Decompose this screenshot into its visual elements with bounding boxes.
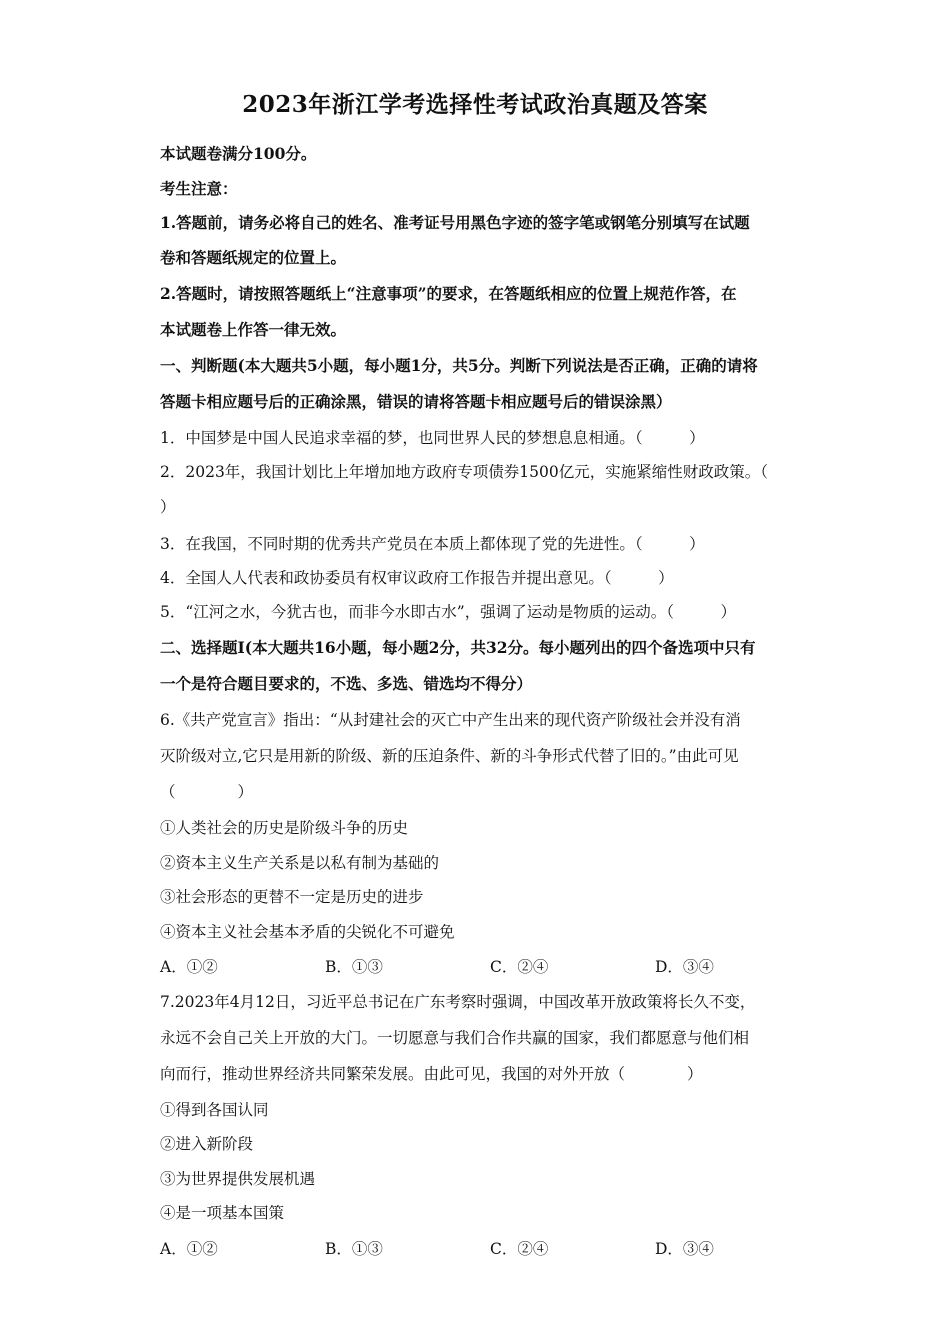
question-7-choice-d: D．③④ — [655, 1240, 714, 1258]
question-7-statement-4: ④是一项基本国策 — [160, 1204, 285, 1222]
question-6-statement-3: ③社会形态的更替不一定是历史的进步 — [160, 888, 424, 906]
question-7-choice-a: A．①② — [160, 1240, 218, 1258]
question-7-choice-b: B．①③ — [325, 1240, 383, 1258]
question-7-choice-c: C．②④ — [490, 1240, 549, 1258]
question-2-line-2: ） — [160, 498, 176, 516]
question-6-choice-c: C．②④ — [490, 958, 549, 976]
question-6-answer-blank: （ ） — [160, 783, 254, 801]
question-6-line-2: 灭阶级对立,它只是用新的阶级、新的压迫条件、新的斗争形式代替了旧的。”由此可见 — [160, 747, 739, 765]
question-7-line-1: 7.2023年4月12日，习近平总书记在广东考察时强调，中国改革开放政策将长久不变， — [160, 993, 756, 1011]
section-2-heading-line-2: 一个是符合题目要求的，不选、多选、错选均不得分） — [160, 674, 533, 693]
question-4: 4．全国人人代表和政协委员有权审议政府工作报告并提出意见。（ ） — [160, 569, 674, 587]
document-title: 2023年浙江学考选择性考试政治真题及答案 — [242, 91, 708, 118]
question-7-line-3: 向而行，推动世界经济共同繁荣发展。由此可见，我国的对外开放（ ） — [160, 1065, 703, 1083]
notice-item-1-line-1: 1.答题前，请务必将自己的姓名、准考证号用黑色字迹的签字笔或钢笔分别填写在试题 — [160, 213, 750, 232]
question-7-statement-2: ②进入新阶段 — [160, 1135, 254, 1153]
section-1-heading-line-1: 一、判断题(本大题共5小题，每小题1分，共5分。判断下列说法是否正确，正确的请将 — [160, 356, 758, 375]
question-5: 5．“江河之水，今犹古也，而非今水即古水”，强调了运动是物质的运动。（ ） — [160, 603, 736, 621]
question-6-statement-2: ②资本主义生产关系是以私有制为基础的 — [160, 854, 440, 872]
section-2-heading-line-1: 二、选择题Ⅰ(本大题共16小题，每小题2分，共32分。每小题列出的四个备选项中只有 — [160, 638, 756, 657]
notice-item-1-line-2: 卷和答题纸规定的位置上。 — [160, 248, 347, 267]
notice-heading: 考生注意： — [160, 179, 238, 198]
question-7-statement-1: ①得到各国认同 — [160, 1101, 269, 1119]
full-score-note: 本试题卷满分100分。 — [160, 144, 317, 163]
question-6-line-1: 6.《共产党宣言》指出：“从封建社会的灭亡中产生出来的现代资产阶级社会并没有消 — [160, 711, 741, 729]
question-7-statement-3: ③为世界提供发展机遇 — [160, 1170, 316, 1188]
section-1-heading-line-2: 答题卡相应题号后的正确涂黑，错误的请将答题卡相应题号后的错误涂黑） — [160, 392, 672, 411]
question-6-statement-4: ④资本主义社会基本矛盾的尖锐化不可避免 — [160, 923, 455, 941]
question-7-line-2: 永远不会自己关上开放的大门。一切愿意与我们合作共赢的国家，我们都愿意与他们相 — [160, 1029, 750, 1047]
question-6-choice-a: A．①② — [160, 958, 218, 976]
question-3: 3．在我国，不同时期的优秀共产党员在本质上都体现了党的先进性。（ ） — [160, 535, 705, 553]
question-6-statement-1: ①人类社会的历史是阶级斗争的历史 — [160, 819, 409, 837]
notice-item-2-line-2: 本试题卷上作答一律无效。 — [160, 320, 347, 339]
question-1: 1．中国梦是中国人民追求幸福的梦，也同世界人民的梦想息息相通。（ ） — [160, 429, 705, 447]
notice-item-2-line-1: 2.答题时，请按照答题纸上“注意事项”的要求，在答题纸相应的位置上规范作答，在 — [160, 284, 737, 303]
question-6-choice-d: D．③④ — [655, 958, 714, 976]
question-6-choice-b: B．①③ — [325, 958, 383, 976]
question-2-line-1: 2．2023年，我国计划比上年增加地方政府专项债券1500亿元，实施紧缩性财政政策。（ — [160, 463, 769, 481]
